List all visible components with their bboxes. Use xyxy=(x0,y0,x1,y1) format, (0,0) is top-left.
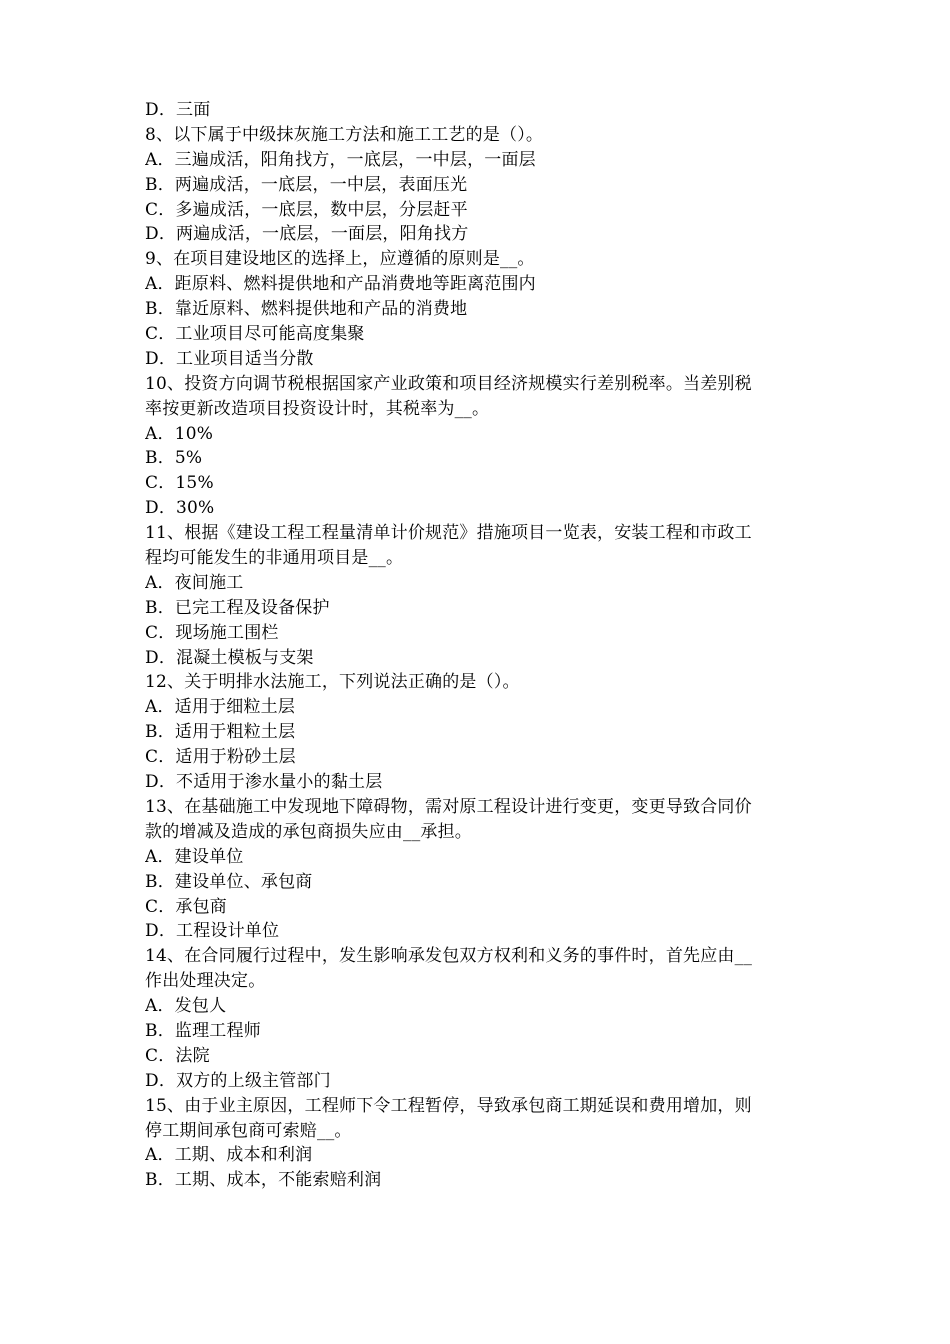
option-line: D．工业项目适当分散 xyxy=(145,348,314,369)
option-line: A．距原料、燃料提供地和产品消费地等距离范围内 xyxy=(145,274,536,295)
option-line: B．两遍成活，一底层，一中层，表面压光 xyxy=(145,174,468,195)
option-line: C．法院 xyxy=(145,1045,210,1066)
option-line: C．工业项目尽可能高度集聚 xyxy=(145,324,365,345)
option-line: D．工程设计单位 xyxy=(145,921,280,942)
question-14: 14、在合同履行过程中，发生影响承发包双方权利和义务的事件时，首先应由__ xyxy=(145,946,753,967)
question-10-cont: 率按更新改造项目投资设计时，其税率为__。 xyxy=(145,398,490,419)
option-line: C．15% xyxy=(145,473,214,494)
option-line: C．承包商 xyxy=(145,896,228,917)
question-12: 12、关于明排水法施工，下列说法正确的是（）。 xyxy=(145,672,520,693)
option-line: A．夜间施工 xyxy=(145,572,244,593)
option-line: D．不适用于渗水量小的黏土层 xyxy=(145,772,383,793)
option-line: C．适用于粉砂土层 xyxy=(145,747,296,768)
option-line: A．10% xyxy=(145,423,214,444)
option-line: A．工期、成本和利润 xyxy=(145,1145,313,1166)
option-line: B．5% xyxy=(145,448,203,469)
option-line: D．混凝土模板与支架 xyxy=(145,647,314,668)
question-8: 8、以下属于中级抹灰施工方法和施工工艺的是（）。 xyxy=(145,124,544,145)
option-line: B．监理工程师 xyxy=(145,1020,261,1041)
option-line: B．靠近原料、燃料提供地和产品的消费地 xyxy=(145,299,468,320)
option-line: C．现场施工围栏 xyxy=(145,622,279,643)
question-13-cont: 款的增减及造成的承包商损失应由__承担。 xyxy=(145,821,472,842)
question-15: 15、由于业主原因，工程师下令工程暂停，导致承包商工期延误和费用增加，则 xyxy=(145,1095,752,1116)
option-line: A．发包人 xyxy=(145,996,227,1017)
option-line: B．适用于粗粒土层 xyxy=(145,722,296,743)
option-line: B．工期、成本，不能索赔利润 xyxy=(145,1170,382,1191)
question-10: 10、投资方向调节税根据国家产业政策和项目经济规模实行差别税率。当差别税 xyxy=(145,373,752,394)
option-line: B．建设单位、承包商 xyxy=(145,871,313,892)
question-15-cont: 停工期间承包商可索赔__。 xyxy=(145,1120,352,1141)
question-14-cont: 作出处理决定。 xyxy=(145,971,266,992)
option-line: A．适用于细粒土层 xyxy=(145,697,296,718)
option-line: A．三遍成活，阳角找方，一底层，一中层，一面层 xyxy=(145,149,536,170)
text-line: D．三面 xyxy=(145,100,211,120)
option-line: B．已完工程及设备保护 xyxy=(145,597,330,618)
option-line: C．多遍成活，一底层，数中层，分层赶平 xyxy=(145,199,468,220)
question-9: 9、在项目建设地区的选择上，应遵循的原则是__。 xyxy=(145,249,535,270)
question-11: 11、根据《建设工程工程量清单计价规范》措施项目一览表，安装工程和市政工 xyxy=(145,523,752,544)
option-line: D．双方的上级主管部门 xyxy=(145,1070,331,1091)
question-11-cont: 程均可能发生的非通用项目是__。 xyxy=(145,548,404,569)
option-line: D．30% xyxy=(145,498,215,519)
option-line: D．两遍成活，一底层，一面层，阳角找方 xyxy=(145,224,469,245)
option-line: A．建设单位 xyxy=(145,846,244,867)
question-13: 13、在基础施工中发现地下障碍物，需对原工程设计进行变更，变更导致合同价 xyxy=(145,796,752,817)
document-body xyxy=(145,98,817,1193)
